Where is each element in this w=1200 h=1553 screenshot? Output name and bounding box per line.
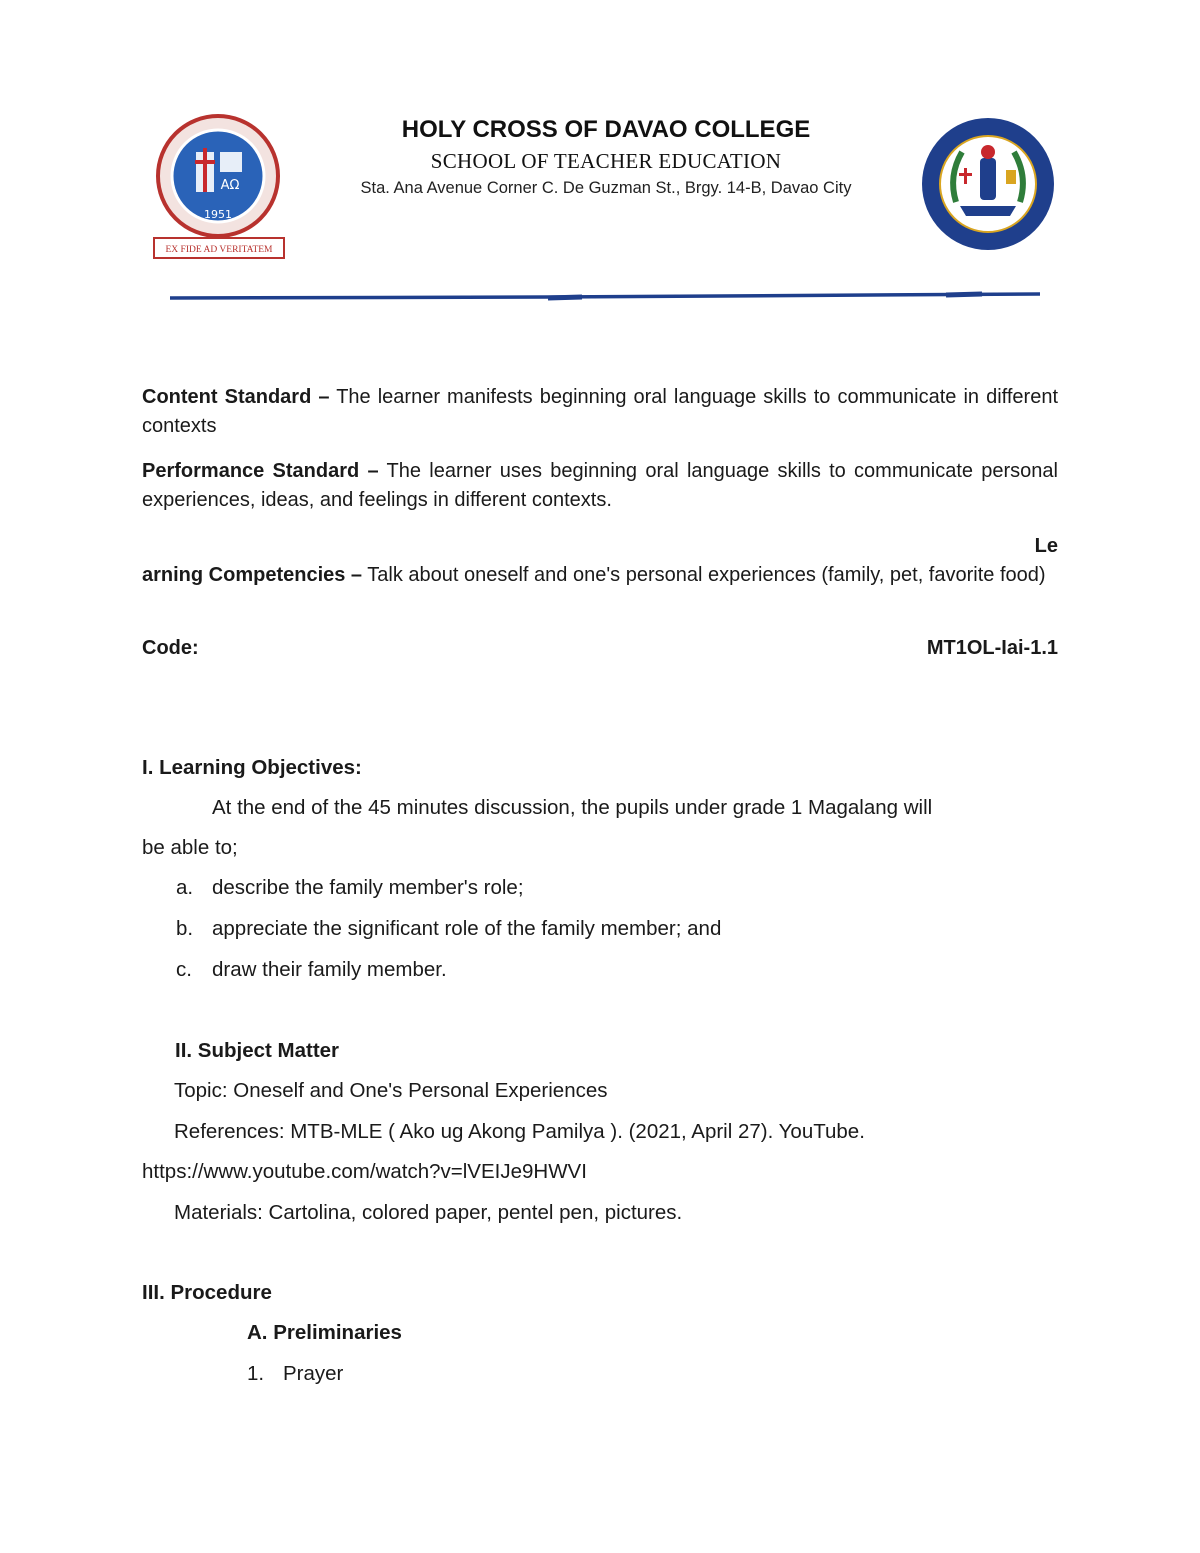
references-line1: References: MTB-MLE ( Ako ug Akong Pamilya ). (2021, April 27). YouTube. xyxy=(174,1120,865,1143)
school-address: Sta. Ana Avenue Corner C. De Guzman St., Brgy. 14-B, Davao City xyxy=(360,179,852,197)
subject-matter-heading: II. Subject Matter xyxy=(175,1039,340,1062)
references-url[interactable]: https://www.youtube.com/watch?v=lVEIJe9HWVI xyxy=(142,1160,587,1183)
competency-text: Talk about oneself and one's personal experiences (family, pet, favorite food) xyxy=(362,564,1046,586)
college-seal-logo xyxy=(150,114,290,264)
svg-text:EX FIDE AD VERITATEM: EX FIDE AD VERITATEM xyxy=(165,245,273,255)
list-item-text: draw their family member. xyxy=(212,958,447,981)
svg-text:AΩ: AΩ xyxy=(220,178,240,193)
materials: Materials: Cartolina, colored paper, pentel pen, pictures. xyxy=(174,1201,683,1224)
objectives-heading: I. Learning Objectives: xyxy=(142,756,362,779)
topic: Topic: Oneself and One's Personal Experiences xyxy=(174,1079,608,1102)
list-marker: a. xyxy=(176,876,194,899)
code-label: Code: xyxy=(142,637,199,659)
performance-standard-text: The learner uses beginning oral language skills to communicate personal experiences, ideas, and feelings in different contexts. xyxy=(142,460,1058,511)
school-name: SCHOOL OF TEACHER EDUCATION xyxy=(430,149,782,173)
procedure-heading: III. Procedure xyxy=(142,1281,272,1304)
preliminaries-heading: A. Preliminaries xyxy=(247,1321,402,1344)
competency-label-start: Le xyxy=(1034,535,1058,557)
list-item xyxy=(176,874,524,902)
header-divider xyxy=(170,289,1040,303)
svg-text:1951: 1951 xyxy=(204,208,232,221)
list-marker: b. xyxy=(176,917,194,940)
objectives-intro-line2: be able to; xyxy=(142,836,238,859)
code-value: MT1OL-Iai-1.1 xyxy=(926,637,1058,659)
list-item-text: describe the family member's role; xyxy=(212,876,524,899)
content-standard xyxy=(142,383,1058,441)
list-item-text: Prayer xyxy=(283,1362,344,1385)
content-standard-label: Content Standard – xyxy=(142,386,330,408)
teacher-education-seal-logo xyxy=(920,118,1060,254)
competency-label-rest: arning Competencies – xyxy=(142,564,363,586)
list-item-text: appreciate the significant role of the family member; and xyxy=(212,917,722,940)
objectives-intro-line1: At the end of the 45 minutes discussion, the pupils under grade 1 Magalang will xyxy=(212,796,933,819)
performance-standard xyxy=(142,457,1058,515)
performance-standard-label: Performance Standard – xyxy=(142,460,379,482)
learning-competencies xyxy=(142,561,1058,590)
college-name: HOLY CROSS OF DAVAO COLLEGE xyxy=(401,116,811,143)
list-item xyxy=(247,1360,343,1388)
list-item xyxy=(176,915,721,943)
list-marker: 1. xyxy=(247,1362,265,1385)
content-standard-text: The learner manifests beginning oral language skills to communicate in different contexts xyxy=(142,386,1059,437)
list-marker: c. xyxy=(176,958,192,981)
list-item xyxy=(176,956,447,984)
